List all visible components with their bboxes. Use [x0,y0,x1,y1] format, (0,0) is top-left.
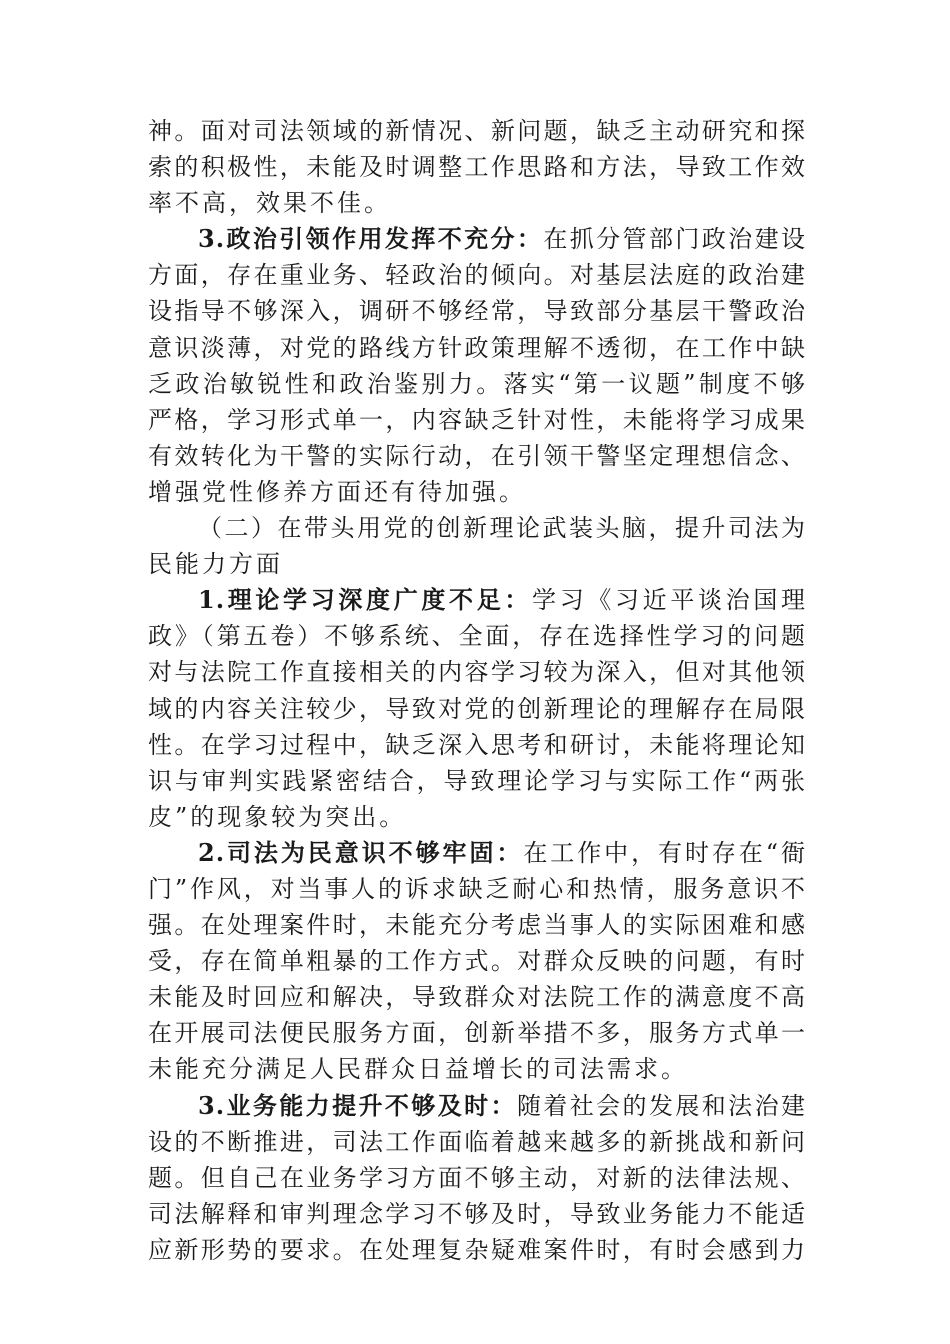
document-body [148,113,806,1268]
section-paragraph [148,835,806,1088]
text-line [148,835,806,871]
text-line [148,474,806,510]
line-text: 强。在处理案件时，未能充分考虑当事人的实际困难和感 [148,911,806,940]
paragraph [148,113,806,221]
text-line [148,1196,806,1232]
line-text: 方面，存在重业务、轻政治的倾向。对基层法庭的政治建 [148,261,806,290]
line-text: 对与法院工作直接相关的内容学习较为深入，但对其他领 [148,658,806,687]
line-text: 识与审判实践紧密结合，导致理论学习与实际工作“两张 [148,766,806,795]
line-text: 增强党性修养方面还有待加强。 [148,477,526,506]
section-heading [148,510,806,582]
line-text: 应新形势的要求。在处理复杂疑难案件时，有时会感到力 [148,1235,806,1264]
text-line [148,691,806,727]
line-text: 随着社会的发展和法治建 [516,1091,806,1120]
bold-heading: 3.政治引领作用发挥不充分： [198,224,544,254]
line-text: （二）在带头用党的创新理论武装头脑，提升司法为 [198,514,806,543]
text-line [148,366,806,402]
bold-heading: 1.理论学习深度广度不足： [198,585,533,615]
section-paragraph [148,582,806,835]
text-line [148,438,806,474]
text-line [148,1015,806,1051]
text-line [148,330,806,366]
line-text: 皮”的现象较为突出。 [148,802,407,831]
line-text: 在抓分管部门政治建设 [543,225,806,254]
text-line [148,1088,806,1124]
text-line [148,618,806,654]
line-text: 门”作风，对当事人的诉求缺乏耐心和热情，服务意识不 [148,874,806,903]
line-text: 在开展司法便民服务方面，创新举措不多，服务方式单一 [148,1019,806,1048]
text-line [148,582,806,618]
text-line [148,257,806,293]
line-text: 未能及时回应和解决，导致群众对法院工作的满意度不高 [148,983,806,1012]
line-text: 受，存在简单粗暴的工作方式。对群众反映的问题，有时 [148,947,806,976]
line-text: 政》（第五卷）不够系统、全面，存在选择性学习的问题 [148,622,806,651]
text-line [148,402,806,438]
text-line [148,113,806,149]
text-line [148,546,806,582]
text-line [148,871,806,907]
text-line [148,727,806,763]
line-text: 在工作中，有时存在“衙 [523,838,806,867]
text-line [148,510,806,546]
line-text: 索的积极性，未能及时调整工作思路和方法，导致工作效 [148,153,806,182]
line-text: 率不高，效果不佳。 [148,189,391,218]
text-line [148,763,806,799]
text-line [148,979,806,1015]
section-paragraph [148,221,806,510]
bold-heading: 2.司法为民意识不够牢固： [198,837,524,867]
line-text: 神。面对司法领域的新情况、新问题，缺乏主动研究和探 [148,117,806,145]
text-line [148,1124,806,1160]
line-text: 设指导不够深入，调研不够经常，导致部分基层干警政治 [148,297,806,326]
line-text: 学习《习近平谈治国理 [532,586,807,615]
line-text: 未能充分满足人民群众日益增长的司法需求。 [148,1055,688,1084]
text-line [148,943,806,979]
text-line [148,1160,806,1196]
text-line [148,799,806,835]
text-line [148,221,806,257]
line-text: 意识淡薄，对党的路线方针政策理解不透彻，在工作中缺 [148,333,806,362]
line-text: 严格，学习形式单一，内容缺乏针对性，未能将学习成果 [148,405,806,434]
line-text: 设的不断推进，司法工作面临着越来越多的新挑战和新问 [148,1127,806,1156]
bold-heading: 3.业务能力提升不够及时： [198,1090,517,1120]
section-paragraph [148,1088,806,1268]
text-line [148,293,806,329]
text-line [148,149,806,185]
line-text: 乏政治敏锐性和政治鉴别力。落实“第一议题”制度不够 [148,369,806,398]
line-text: 民能力方面 [148,550,283,579]
text-line [148,1232,806,1268]
text-line [148,907,806,943]
text-line [148,1051,806,1087]
line-text: 域的内容关注较少，导致对党的创新理论的理解存在局限 [148,694,806,723]
line-text: 题。但自己在业务学习方面不够主动，对新的法律法规、 [148,1163,806,1192]
line-text: 司法解释和审判理念学习不够及时，导致业务能力不能适 [148,1199,806,1228]
text-line [148,654,806,690]
text-line [148,185,806,221]
line-text: 有效转化为干警的实际行动，在引领干警坚定理想信念、 [148,441,806,470]
line-text: 性。在学习过程中，缺乏深入思考和研讨，未能将理论知 [148,730,806,759]
